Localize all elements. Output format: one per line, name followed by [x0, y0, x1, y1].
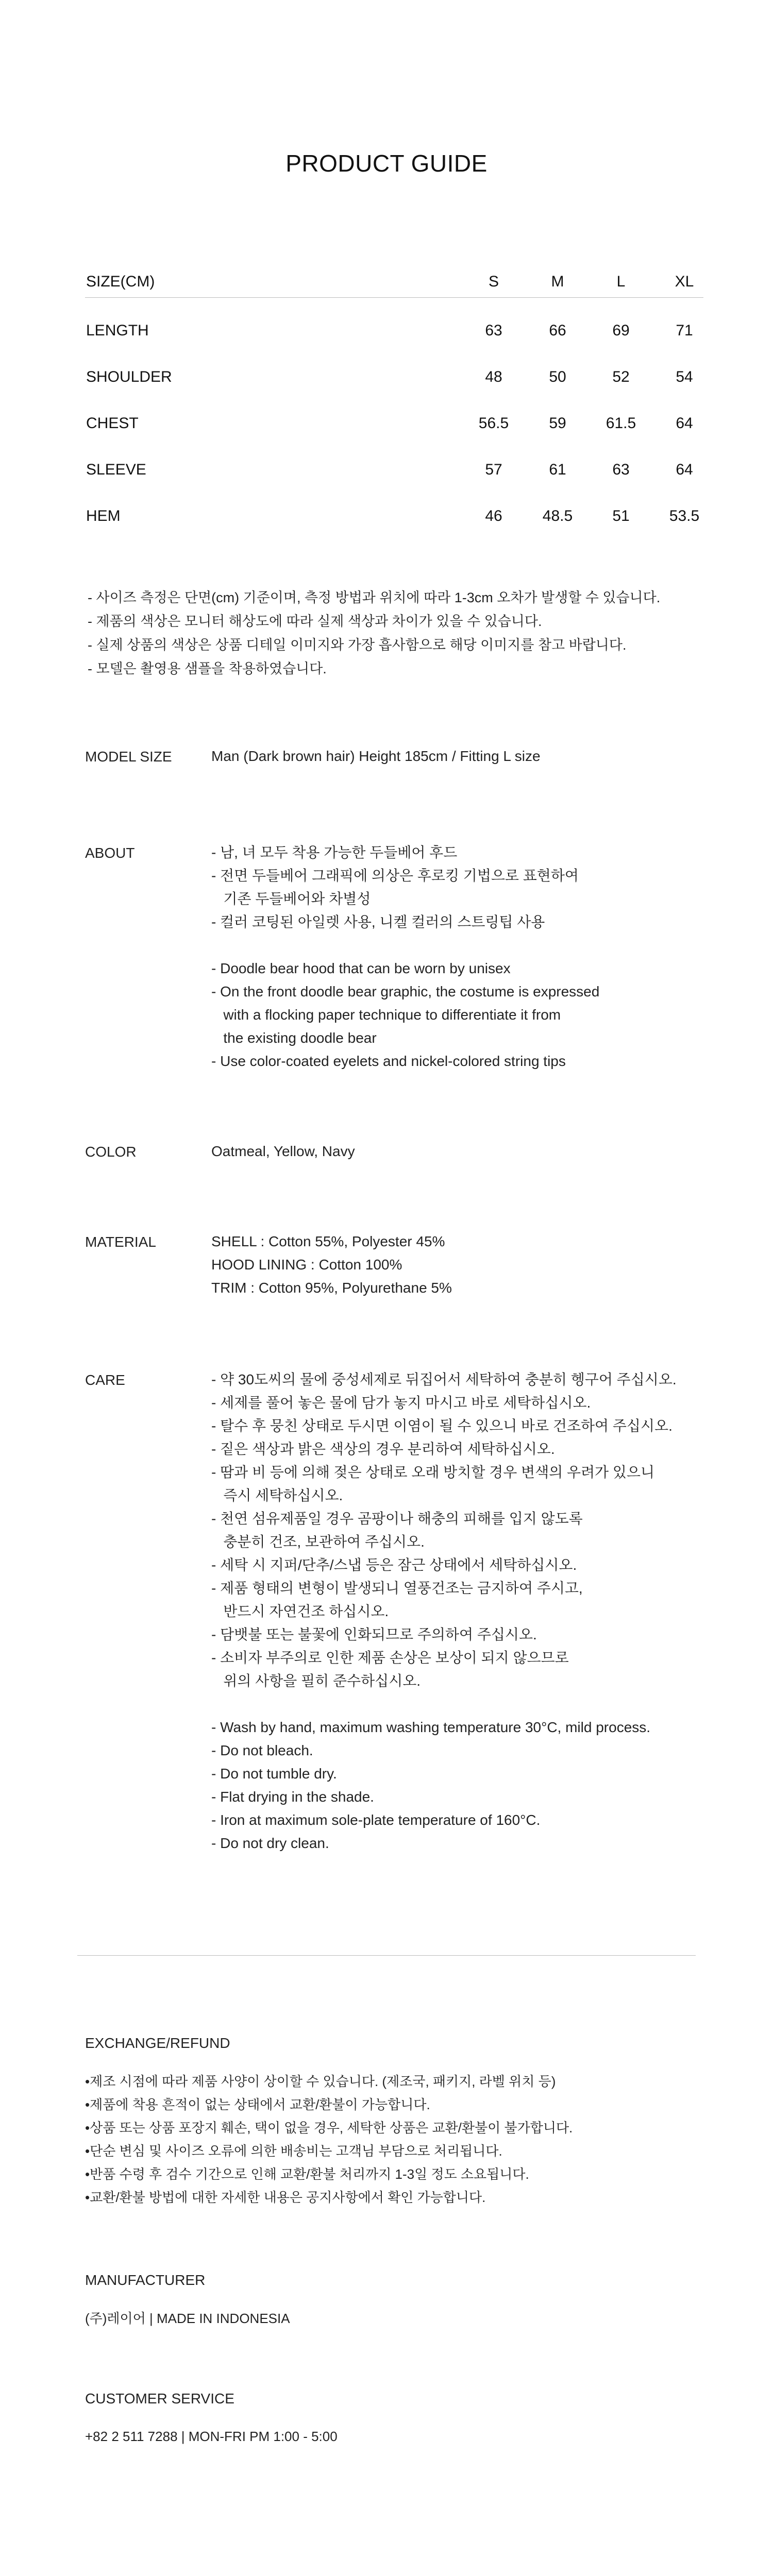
manufacturer-value: (주)레이어 | MADE IN INDONESIA: [85, 2311, 290, 2326]
cell: 59: [549, 415, 566, 432]
exchange-refund-list: [85, 2070, 573, 2209]
size-header-label: SIZE(CM): [86, 273, 155, 290]
cell: 48: [485, 368, 502, 385]
cell: 56.5: [478, 415, 509, 432]
row-label: SHOULDER: [86, 368, 172, 385]
table-row: [85, 344, 703, 391]
cell: 52: [612, 368, 630, 385]
list-item: •반품 수령 후 검수 기간으로 인해 교환/환불 처리까지 1-3일 정도 소요됩니다.: [85, 2166, 529, 2182]
cell: 69: [612, 322, 630, 339]
cell: 57: [485, 461, 502, 478]
note-line: - 제품의 색상은 모니터 해상도에 따라 실제 색상과 차이가 있을 수 있습니다.: [88, 614, 542, 629]
table-row: [85, 298, 703, 344]
cell: 48.5: [542, 507, 573, 524]
cell: 50: [549, 368, 566, 385]
cell: 51: [612, 507, 630, 524]
cell: 54: [676, 368, 693, 385]
row-label: LENGTH: [86, 322, 149, 339]
cell: 61.5: [606, 415, 636, 432]
note-line: - 실제 상품의 색상은 상품 디테일 이미지와 가장 흡사함으로 해당 이미지를 참고 바랍니다.: [88, 637, 627, 653]
exchange-refund-label: EXCHANGE/REFUND: [85, 2035, 230, 2051]
cell: 46: [485, 507, 502, 524]
page-title: PRODUCT GUIDE: [285, 150, 488, 177]
material-text: SHELL : Cotton 55%, Polyester 45% HOOD LINING : Cotton 100% TRIM : Cotton 95%, Polyurethane 5%: [211, 1233, 452, 1296]
color-label: COLOR: [85, 1144, 137, 1160]
size-notes: [88, 586, 660, 681]
note-line: - 모델은 촬영용 샘플을 착용하였습니다.: [88, 661, 327, 676]
cell: 64: [676, 461, 693, 478]
list-item: •단순 변심 및 사이즈 오류에 의한 배송비는 고객님 부담으로 처리됩니다.: [85, 2143, 502, 2159]
list-item: •제품에 착용 흔적이 없는 상태에서 교환/환불이 가능합니다.: [85, 2097, 430, 2112]
cell: 71: [676, 322, 693, 339]
note-line: - 사이즈 측정은 단면(cm) 기준이며, 측정 방법과 위치에 따라 1-3cm 오차가 발생할 수 있습니다.: [88, 590, 661, 605]
size-header-s: S: [488, 273, 499, 290]
section-divider: [77, 1955, 696, 1956]
list-item: •상품 또는 상품 포장지 훼손, 택이 없을 경우, 세탁한 상품은 교환/환불이 불가합니다.: [85, 2120, 573, 2136]
row-label: SLEEVE: [86, 461, 146, 478]
table-row: [85, 437, 703, 483]
table-row: [85, 483, 703, 530]
row-label: HEM: [86, 507, 121, 524]
about-label: ABOUT: [85, 845, 135, 861]
list-item: •교환/환불 방법에 대한 자세한 내용은 공지사항에서 확인 가능합니다.: [85, 2190, 486, 2205]
customer-service-label: CUSTOMER SERVICE: [85, 2391, 234, 2406]
size-header-xl: XL: [675, 273, 694, 290]
cell: 63: [612, 461, 630, 478]
cell: 63: [485, 322, 502, 339]
cell: 64: [676, 415, 693, 432]
care-label: CARE: [85, 1372, 125, 1388]
size-table-header: [85, 268, 703, 298]
row-label: CHEST: [86, 415, 139, 432]
manufacturer-label: MANUFACTURER: [85, 2272, 206, 2288]
color-value: Oatmeal, Yellow, Navy: [211, 1143, 355, 1159]
cell: 61: [549, 461, 566, 478]
table-row: [85, 391, 703, 437]
about-text: - 남, 녀 모두 착용 가능한 두들베어 후드 - 전면 두들베어 그래픽에 의상은 후로킹 기법으로 표현하여 기존 두들베어와 차별성 - 컬러 코팅된 아일렛 사용, 니켈 컬러의 스트링팁 사용 - Doodle bear hood that can be worn by unisex - On the front doodle bear graphic, the costume is expressed with a flocking paper technique to differentiate it from the existing doodle bear - Use color-coated eyelets and nickel-colored string tips: [211, 844, 600, 1069]
size-header-m: M: [551, 273, 564, 290]
size-table: [85, 268, 703, 530]
cell: 53.5: [669, 507, 700, 524]
model-size-label: MODEL SIZE: [85, 749, 172, 765]
model-size-value: Man (Dark brown hair) Height 185cm / Fitting L size: [211, 748, 541, 764]
list-item: •제조 시점에 따라 제품 사양이 상이할 수 있습니다. (제조국, 패키지, 라벨 위치 등): [85, 2074, 556, 2089]
care-text: - 약 30도씨의 물에 중성세제로 뒤집어서 세탁하여 충분히 헹구어 주십시오. - 세제를 풀어 놓은 물에 담가 놓지 마시고 바로 세탁하십시오. - 탈수 후 뭉친 상태로 두시면 이염이 될 수 있으니 바로 건조하여 주십시오. - 짙은 색상과 밝은 색상의 경우 분리하여 세탁하십시오. - 땀과 비 등에 의해 젖은 상태로 오래 방치할 경우 변색의 우려가 있으니 즉시 세탁하십시오. - 천연 섬유제품일 경우 곰팡이나 해충의 피해를 입지 않도록 충분히 건조, 보관하여 주십시오. - 세탁 시 지퍼/단추/스냅 등은 잠근 상태에서 세탁하십시오. - 제품 형태의 변형이 발생되니 열풍건조는 금지하여 주시고, 반드시 자연건조 하십시오. - 담뱃불 또는 불꽃에 인화되므로 주의하여 주십시오. - 소비자 부주의로 인한 제품 손상은 보상이 되지 않으므로 위의 사항을 필히 준수하십시오. - Wash by hand, maximum washing temperature 30°C, mild process. - Do not bleach. - Do not tumble dry. - Flat drying in the shade. - Iron at maximum sole-plate temperature of 160°C. - Do not dry clean.: [211, 1371, 677, 1851]
cell: 66: [549, 322, 566, 339]
size-header-l: L: [616, 273, 626, 290]
customer-service-value: +82 2 511 7288 | MON-FRI PM 1:00 - 5:00: [85, 2429, 338, 2444]
material-label: MATERIAL: [85, 1234, 156, 1250]
